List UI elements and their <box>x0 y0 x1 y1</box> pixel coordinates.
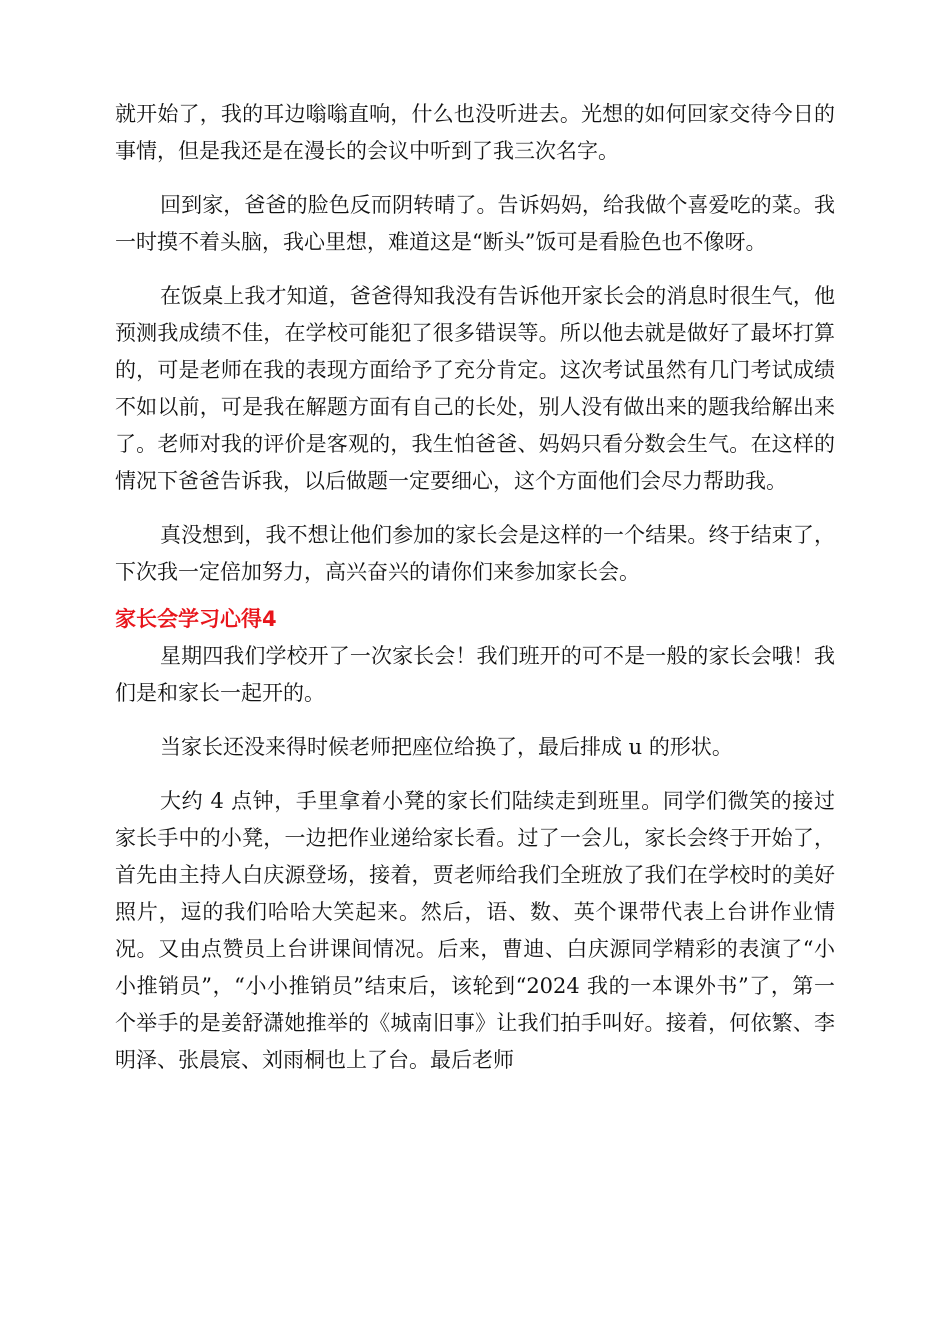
paragraph: 当家长还没来得时候老师把座位给换了，最后排成 u 的形状。 <box>160 735 733 759</box>
paragraph-continued: 就开始了，我的耳边嗡嗡直响，什么也没听进去。光想的如何回家交待今日的事情，但是我还是在漫长的会议中听到了我三次名字。 <box>115 102 835 163</box>
paragraph: 真没想到，我不想让他们参加的家长会是这样的一个结果。终于结束了，下次我一定倍加努力，高兴奋兴的请你们来参加家长会。 <box>115 523 835 584</box>
document-page <box>115 96 835 1096</box>
paragraph: 大约 4 点钟，手里拿着小凳的家长们陆续走到班里。同学们微笑的接过家长手中的小凳，一边把作业递给家长看。过了一会儿，家长会终于开始了，首先由主持人白庆源登场，接着，贾老师给我们全班放了我们在学校时的美好照片，逗的我们哈哈大笑起来。然后，语、数、英个课带代表上台讲作业情况。又由点赞员上台讲课间情况。后来，曹迪、白庆源同学精彩的表演了“小小推销员”，“小小推销员”结束后，该轮到“2024 我的一本课外书”了，第一个举手的是姜舒潇她推举的《城南旧事》让我们拍手叫好。接着，何依繁、李明泽、张晨宸、刘雨桐也上了台。最后老师 <box>115 789 835 1072</box>
paragraph: 在饭桌上我才知道，爸爸得知我没有告诉他开家长会的消息时很生气，他预测我成绩不佳，在学校可能犯了很多错误等。所以他去就是做好了最坏打算的，可是老师在我的表现方面给予了充分肯定。这次考试虽然有几门考试成绩不如以前，可是我在解题方面有自己的长处，别人没有做出来的题我给解出来了。老师对我的评价是客观的，我生怕爸爸、妈妈只看分数会生气。在这样的情况下爸爸告诉我，以后做题一定要细心，这个方面他们会尽力帮助我。 <box>115 284 835 493</box>
section-heading: 家长会学习心得4 <box>115 607 277 631</box>
paragraph: 回到家，爸爸的脸色反而阴转晴了。告诉妈妈，给我做个喜爱吃的菜。我一时摸不着头脑，我心里想，难道这是“断头”饭可是看脸色也不像呀。 <box>115 193 835 254</box>
paragraph: 星期四我们学校开了一次家长会！我们班开的可不是一般的家长会哦！我们是和家长一起开的。 <box>115 644 835 705</box>
